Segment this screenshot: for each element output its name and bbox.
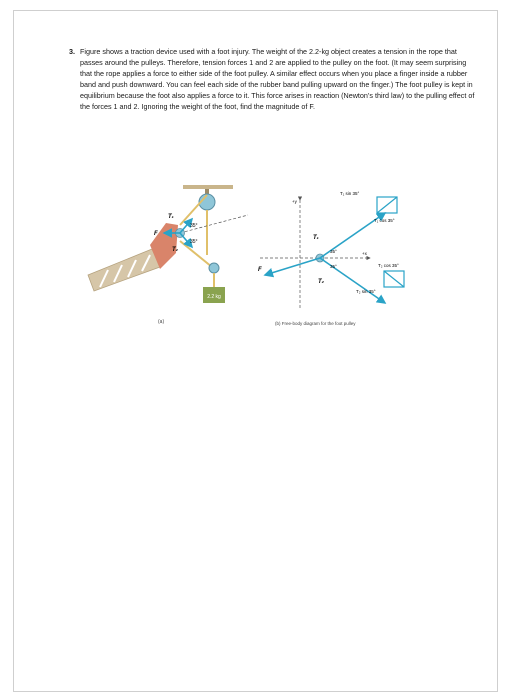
lower-pulley (209, 263, 219, 273)
caption-a: (a) (158, 319, 165, 325)
panel-b (258, 191, 404, 326)
figure-svg (80, 175, 460, 335)
problem-3 (69, 47, 475, 112)
label-f-a: F (154, 231, 158, 237)
label-t2-a: T₂ (172, 247, 178, 253)
rope-t1 (180, 195, 207, 225)
label-t1-b: T₁ (313, 235, 319, 241)
angle-a-lower: 35° (190, 239, 198, 245)
label-t2-b: T₂ (318, 279, 324, 285)
label-t1-cos: T₁ cos 35° (374, 218, 395, 223)
label-t2-sin: T₂ sin 35° (356, 289, 376, 294)
traction-figure (80, 175, 460, 335)
angle-a-upper: 35° (190, 223, 198, 229)
label-t1-sin: T₁ sin 35° (340, 191, 360, 196)
panel-a (88, 185, 248, 325)
problem-text: Figure shows a traction device used with a foot injury. The weight of the 2.2-kg object creates a tension in the rope that passes around the pulleys. Therefore, tension forces 1 and 2 are applied to the pulley on the foot. (It may seem surprising that the rope applies a force to either side of the foot pulley. A similar effect occurs when you place a finger inside a rubber band and push downward. You can feel each side of the rubber band pulling upward on the finger.) The foot pulley is kept in equilibrium because the foot also applies a force to it. This force arises in reaction (Newton’s third law) to the pulling effect of the forces 1 and 2. Ignoring the weight of the foot, find the magnitude of F. (80, 47, 475, 111)
t1-diagonal (377, 197, 397, 213)
axis-y-label: +y (292, 199, 297, 204)
label-t2-cos: T₂ cos 35° (378, 263, 399, 268)
label-t1-a: T₁ (168, 214, 174, 220)
f-arrow-b (265, 258, 320, 275)
label-f-b: F (258, 267, 262, 273)
angle-b-lower: 35° (330, 264, 337, 269)
ceiling-bracket (183, 185, 233, 189)
t2-diagonal (384, 271, 404, 287)
axis-x-label: +x (362, 251, 367, 256)
angle-b-upper: 35° (330, 249, 337, 254)
mass-label: 2.2 kg (207, 294, 221, 300)
problem-number: 3. (69, 47, 75, 56)
caption-b: (b) Free-body diagram for the foot pulley (275, 321, 356, 326)
